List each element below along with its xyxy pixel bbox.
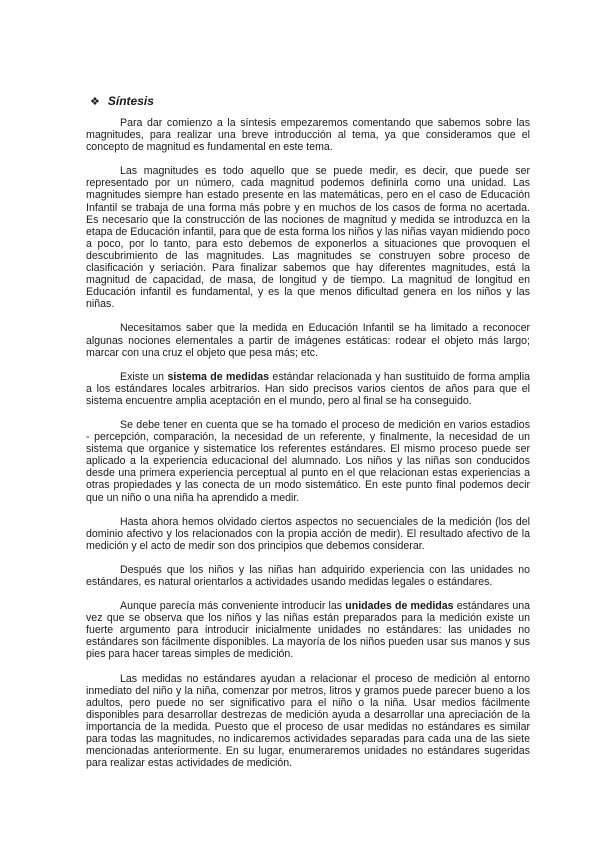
paragraph-4 — [86, 371, 530, 407]
term-unidades-de-medidas: unidades de medidas — [345, 600, 454, 613]
paragraph-5: Se debe tener en cuenta que se ha tomado el proceso de medición en varios estadios - percepción, comparación, la necesidad de un referente, y finalmente, la necesidad de un sistema que organice y sistematice los referentes estándares. El mismo proceso puede ser aplicado a la experiencia educacional del alumnado. Los niños y las niñas son conducidos desde una primera experiencia perceptual al punto en el que relacionan estas experiencias a otras propiedades y las conecta de un modo sistemático. En este punto final podemos decir que un niño o una niña ha aprendido a medir. — [86, 418, 530, 504]
paragraph-8 — [86, 600, 530, 660]
section-title: Síntesis — [107, 94, 154, 108]
paragraph-1: Para dar comienzo a la síntesis empezaremos comentando que sabemos sobre las magnitudes, para realizar una breve introducción al tema, ya que consideramos que el concepto de magnitud es fundamental en este tema. — [86, 117, 530, 154]
paragraph-6: Hasta ahora hemos olvidado ciertos aspectos no secuenciales de la medición (los del dominio afectivo y los relacionados con la propia acción de medir). El resultado afectivo de la medición y el acto de medir son dos principios que debemos considerar. — [86, 515, 530, 552]
document-body — [86, 117, 530, 781]
section-heading — [90, 94, 154, 108]
term-sistema-de-medidas: sistema de medidas — [167, 370, 270, 383]
paragraph-2: Las magnitudes es todo aquello que se puede medir, es decir, que puede ser representado por un número, cada magnitud podemos definirla como una unidad. Las magnitudes siempre han estado presente en las matemáticas, pero en el caso de Educación Infantil se trabaja de una forma más pobre y en muchos de los casos de forma no acertada. Es necesario que la construcción de las nociones de magnitud y medida se introduzca en la etapa de Educación infantil, para que de esta forma los niños y las niñas vayan midiendo poco a poco, por lo tanto, para esto debemos de exponerlos a situaciones que provoquen el descubrimiento de las magnitudes. Las magnitudes se construyen sobre proceso de clasificación y seriación. Para finalizar sabemos que hay diferentes magnitudes, está la magnitud de capacidad, de masa, de longitud y de tiempo. La magnitud de longitud en Educación infantil es fundamental, y es la que menos dificultad genera en los niños y las niñas. — [86, 165, 530, 311]
diamond-bullet-icon: ❖ — [90, 95, 100, 108]
paragraph-4-pre: Existe un — [120, 370, 168, 383]
paragraph-8-pre: Aunque parecía más conveniente introducir las — [120, 600, 346, 613]
paragraph-8-post: estándares una vez que se observa que los niños y las niñas están preparados para la medición existe un fuerte argumento para introducir inicialmente unidades no estándares: las unidades no estándares son fácilmente disponibles. La mayoría de los niños pueden usar sus manos y sus pies para hacer tareas simples de medición. — [86, 600, 530, 661]
paragraph-3: Necesitamos saber que la medida en Educación Infantil se ha limitado a reconocer algunas nociones elementales a partir de imágenes estáticas: rodear el objeto más largo; marcar con una cruz el objeto que pesa más; etc. — [86, 322, 530, 359]
paragraph-9: Las medidas no estándares ayudan a relacionar el proceso de medición al entorno inmediato del niño y la niña, comenzar por metros, litros y gramos puede parecer bueno a los adultos, pero puede no ser significativo para el niño o la niña. Usar medios fácilmente disponibles para desarrollar destrezas de medición ayuda a desarrollar una apreciación de la importancia de la medida. Puesto que el proceso de usar medidas no estándares es similar para todas las magnitudes, no indicaremos actividades separadas para cada una de las siete mencionadas anteriormente. En su lugar, enumeraremos unidades no estándares sugeridas para realizar estas actividades de medición. — [86, 672, 530, 770]
paragraph-4-post: estándar relacionada y han sustituido de forma amplia a los estándares locales arbitrarios. Han sido precisos varios cientos de años para que el sistema encuentre amplia aceptación en el mundo, pero al final se ha conseguido. — [86, 370, 530, 407]
paragraph-7: Después que los niños y las niñas han adquirido experiencia con las unidades no estándares, es natural orientarlos a actividades usando medidas legales o estándares. — [86, 563, 530, 588]
